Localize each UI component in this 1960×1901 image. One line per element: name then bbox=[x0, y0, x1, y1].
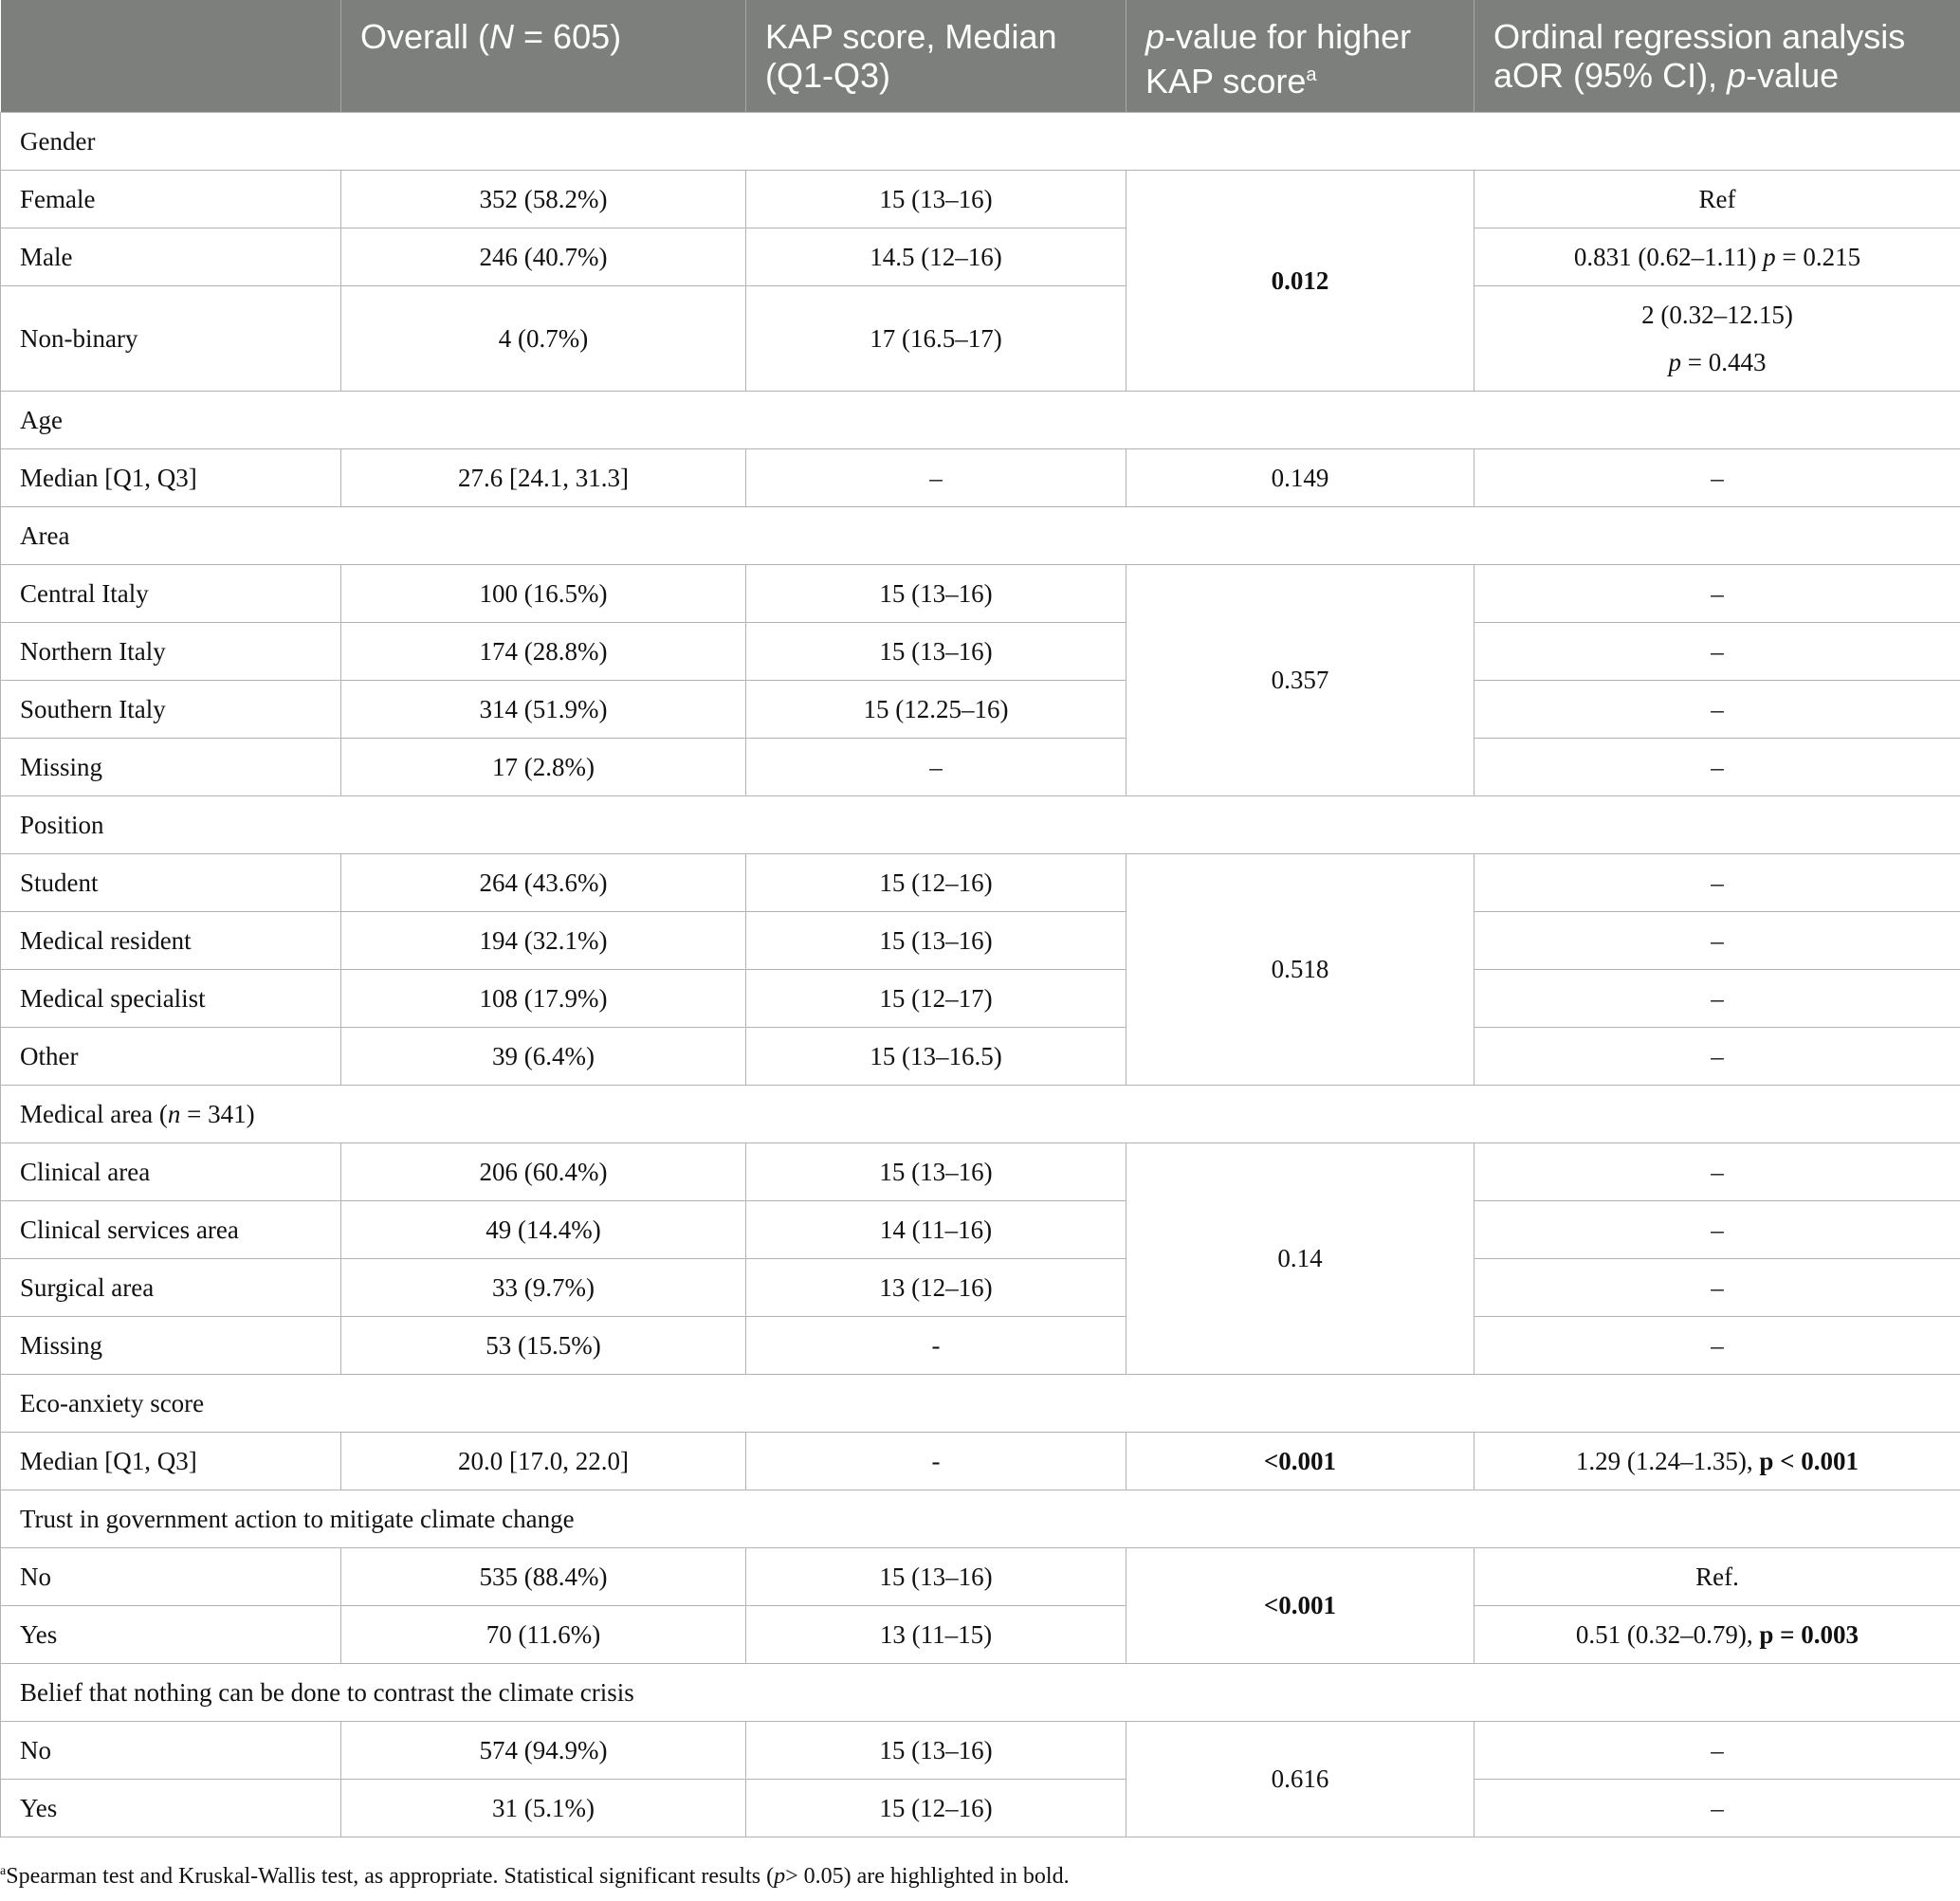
row-label: Surgical area bbox=[1, 1259, 341, 1317]
row-label: Missing bbox=[1, 1317, 341, 1375]
row-label: Other bbox=[1, 1028, 341, 1086]
table-row bbox=[1, 1722, 1960, 1780]
overall-cell: 39 (6.4%) bbox=[341, 1028, 746, 1086]
footnote-text-end: > 0.05) are highlighted in bold. bbox=[785, 1864, 1070, 1889]
table-row bbox=[1, 286, 1960, 392]
table-row bbox=[1, 1606, 1960, 1664]
section-label-pre: Medical area ( bbox=[20, 1099, 168, 1128]
table-row bbox=[1, 171, 1960, 228]
section-label: Age bbox=[1, 392, 1960, 449]
overall-cell: 574 (94.9%) bbox=[341, 1722, 746, 1780]
kap-cell: 17 (16.5–17) bbox=[746, 286, 1127, 392]
section-row-eco-anxiety bbox=[1, 1375, 1960, 1433]
overall-cell: 70 (11.6%) bbox=[341, 1606, 746, 1664]
regression-cell: – bbox=[1475, 970, 1960, 1028]
regression-cell: – bbox=[1475, 1780, 1960, 1837]
kap-cell: - bbox=[746, 1433, 1127, 1490]
kap-cell: 14 (11–16) bbox=[746, 1201, 1127, 1259]
header-p-italic: p bbox=[1145, 17, 1165, 56]
p-value-cell: 0.357 bbox=[1127, 565, 1475, 796]
section-label: Trust in government action to mitigate climate change bbox=[1, 1490, 1960, 1548]
row-label: Male bbox=[1, 228, 341, 286]
reg-p-value: = 0.215 bbox=[1775, 242, 1861, 271]
kap-cell: 15 (13–16) bbox=[746, 1548, 1127, 1606]
row-label: No bbox=[1, 1722, 341, 1780]
row-label: Northern Italy bbox=[1, 623, 341, 681]
header-reg-p: p bbox=[1727, 56, 1747, 95]
table-row bbox=[1, 912, 1960, 970]
row-label: No bbox=[1, 1548, 341, 1606]
section-row-medical-area bbox=[1, 1086, 1960, 1143]
overall-cell: 53 (15.5%) bbox=[341, 1317, 746, 1375]
row-label: Missing bbox=[1, 739, 341, 796]
regression-cell: Ref. bbox=[1475, 1548, 1960, 1606]
kap-cell: - bbox=[746, 1317, 1127, 1375]
overall-cell: 174 (28.8%) bbox=[341, 623, 746, 681]
section-label-post: = 341) bbox=[180, 1099, 255, 1128]
row-label: Southern Italy bbox=[1, 681, 341, 739]
header-kap-score: KAP score, Median (Q1-Q3) bbox=[746, 0, 1127, 113]
reg-p-italic: p bbox=[1668, 348, 1681, 376]
table-row bbox=[1, 1028, 1960, 1086]
regression-cell: – bbox=[1475, 681, 1960, 739]
reg-text: 0.831 (0.62–1.11) bbox=[1573, 242, 1764, 271]
header-regression bbox=[1475, 0, 1960, 113]
overall-cell: 17 (2.8%) bbox=[341, 739, 746, 796]
overall-cell: 264 (43.6%) bbox=[341, 854, 746, 912]
regression-cell: – bbox=[1475, 912, 1960, 970]
kap-cell: 13 (11–15) bbox=[746, 1606, 1127, 1664]
header-overall-post: = 605) bbox=[514, 17, 622, 56]
regression-cell: – bbox=[1475, 854, 1960, 912]
section-label: Area bbox=[1, 507, 1960, 565]
kap-cell: 15 (13–16) bbox=[746, 1722, 1127, 1780]
regression-cell: – bbox=[1475, 1259, 1960, 1317]
table-row bbox=[1, 1780, 1960, 1837]
regression-cell bbox=[1475, 286, 1960, 392]
kap-cell: 15 (13–16) bbox=[746, 1143, 1127, 1201]
row-label: Yes bbox=[1, 1780, 341, 1837]
reg-p-bold: p < 0.001 bbox=[1759, 1446, 1859, 1475]
overall-cell: 108 (17.9%) bbox=[341, 970, 746, 1028]
table-row bbox=[1, 623, 1960, 681]
regression-cell bbox=[1475, 1606, 1960, 1664]
regression-cell: – bbox=[1475, 1201, 1960, 1259]
regression-cell: Ref bbox=[1475, 171, 1960, 228]
regression-cell: – bbox=[1475, 739, 1960, 796]
header-empty bbox=[1, 0, 341, 113]
footnote-sup: a bbox=[0, 1864, 7, 1878]
overall-cell: 194 (32.1%) bbox=[341, 912, 746, 970]
table-row bbox=[1, 1317, 1960, 1375]
section-label: Eco-anxiety score bbox=[1, 1375, 1960, 1433]
overall-cell: 20.0 [17.0, 22.0] bbox=[341, 1433, 746, 1490]
table-row bbox=[1, 565, 1960, 623]
overall-cell: 49 (14.4%) bbox=[341, 1201, 746, 1259]
kap-cell: 15 (12–16) bbox=[746, 854, 1127, 912]
row-label: Medical resident bbox=[1, 912, 341, 970]
section-row-age bbox=[1, 392, 1960, 449]
table-row bbox=[1, 1259, 1960, 1317]
header-overall-pre: Overall ( bbox=[360, 17, 490, 56]
section-label: Belief that nothing can be done to contrast the climate crisis bbox=[1, 1664, 1960, 1722]
header-p-value bbox=[1127, 0, 1475, 113]
regression-cell: – bbox=[1475, 565, 1960, 623]
kap-cell: 15 (13–16) bbox=[746, 171, 1127, 228]
header-overall-n: N bbox=[489, 17, 515, 56]
p-value-cell: <0.001 bbox=[1127, 1548, 1475, 1664]
header-reg-post: -value bbox=[1746, 56, 1840, 95]
p-value-cell: 0.616 bbox=[1127, 1722, 1475, 1837]
row-label: Female bbox=[1, 171, 341, 228]
kap-cell: 14.5 (12–16) bbox=[746, 228, 1127, 286]
kap-cell: 15 (13–16.5) bbox=[746, 1028, 1127, 1086]
row-label: Clinical services area bbox=[1, 1201, 341, 1259]
kap-cell: 13 (12–16) bbox=[746, 1259, 1127, 1317]
section-row-position bbox=[1, 796, 1960, 854]
overall-cell: 246 (40.7%) bbox=[341, 228, 746, 286]
table-row bbox=[1, 1201, 1960, 1259]
overall-cell: 31 (5.1%) bbox=[341, 1780, 746, 1837]
table-row bbox=[1, 1143, 1960, 1201]
table-footnote bbox=[0, 1864, 1960, 1890]
regression-cell: – bbox=[1475, 1317, 1960, 1375]
regression-cell: – bbox=[1475, 623, 1960, 681]
table-row bbox=[1, 449, 1960, 507]
reg-p-bold: p = 0.003 bbox=[1759, 1619, 1859, 1649]
reg-text: 0.51 (0.32–0.79), bbox=[1575, 1619, 1760, 1649]
reg-p-italic: p bbox=[1763, 242, 1776, 271]
header-p-text: -value for higher KAP score bbox=[1145, 17, 1412, 101]
p-value-cell: 0.012 bbox=[1127, 171, 1475, 392]
row-label: Clinical area bbox=[1, 1143, 341, 1201]
row-label: Median [Q1, Q3] bbox=[1, 449, 341, 507]
overall-cell: 314 (51.9%) bbox=[341, 681, 746, 739]
kap-cell: 15 (12.25–16) bbox=[746, 681, 1127, 739]
kap-cell: 15 (13–16) bbox=[746, 912, 1127, 970]
footnote-text: Spearman test and Kruskal-Wallis test, as appropriate. Statistical significant results ( bbox=[6, 1864, 775, 1889]
table-row bbox=[1, 1548, 1960, 1606]
table-row bbox=[1, 1433, 1960, 1490]
section-row-area bbox=[1, 507, 1960, 565]
header-overall bbox=[341, 0, 746, 113]
reg-p-value: = 0.443 bbox=[1681, 348, 1767, 376]
table-row bbox=[1, 970, 1960, 1028]
table-header bbox=[1, 0, 1960, 113]
table-row bbox=[1, 854, 1960, 912]
regression-cell: – bbox=[1475, 1722, 1960, 1780]
overall-cell: 27.6 [24.1, 31.3] bbox=[341, 449, 746, 507]
p-value-cell: 0.518 bbox=[1127, 854, 1475, 1086]
overall-cell: 352 (58.2%) bbox=[341, 171, 746, 228]
row-label: Non-binary bbox=[1, 286, 341, 392]
table-row bbox=[1, 739, 1960, 796]
kap-cell: – bbox=[746, 449, 1127, 507]
row-label: Medical specialist bbox=[1, 970, 341, 1028]
row-label: Central Italy bbox=[1, 565, 341, 623]
kap-cell: 15 (13–16) bbox=[746, 565, 1127, 623]
overall-cell: 535 (88.4%) bbox=[341, 1548, 746, 1606]
section-row-trust bbox=[1, 1490, 1960, 1548]
regression-cell: – bbox=[1475, 1143, 1960, 1201]
overall-cell: 100 (16.5%) bbox=[341, 565, 746, 623]
row-label: Student bbox=[1, 854, 341, 912]
section-label-n: n bbox=[167, 1099, 181, 1128]
kap-cell: – bbox=[746, 739, 1127, 796]
section-label: Position bbox=[1, 796, 1960, 854]
regression-cell: – bbox=[1475, 449, 1960, 507]
table-row bbox=[1, 681, 1960, 739]
overall-cell: 4 (0.7%) bbox=[341, 286, 746, 392]
overall-cell: 206 (60.4%) bbox=[341, 1143, 746, 1201]
overall-cell: 33 (9.7%) bbox=[341, 1259, 746, 1317]
p-value-cell: 0.14 bbox=[1127, 1143, 1475, 1375]
section-row-belief bbox=[1, 1664, 1960, 1722]
reg-text: 1.29 (1.24–1.35), bbox=[1575, 1446, 1760, 1475]
kap-cell: 15 (12–17) bbox=[746, 970, 1127, 1028]
p-value-cell: <0.001 bbox=[1127, 1433, 1475, 1490]
footnote-p-italic: p bbox=[774, 1864, 786, 1889]
section-label: Gender bbox=[1, 113, 1960, 171]
reg-text: 2 (0.32–12.15) bbox=[1641, 301, 1793, 329]
row-label: Median [Q1, Q3] bbox=[1, 1433, 341, 1490]
section-label bbox=[1, 1086, 1960, 1143]
p-value-cell: 0.149 bbox=[1127, 449, 1475, 507]
header-p-sup: a bbox=[1306, 64, 1317, 85]
section-row-gender bbox=[1, 113, 1960, 171]
regression-cell bbox=[1475, 228, 1960, 286]
regression-cell: – bbox=[1475, 1028, 1960, 1086]
table-row bbox=[1, 228, 1960, 286]
row-label: Yes bbox=[1, 1606, 341, 1664]
kap-cell: 15 (13–16) bbox=[746, 623, 1127, 681]
header-reg-text: Ordinal regression analysis aOR (95% CI), bbox=[1493, 17, 1906, 95]
kap-cell: 15 (12–16) bbox=[746, 1780, 1127, 1837]
regression-cell bbox=[1475, 1433, 1960, 1490]
